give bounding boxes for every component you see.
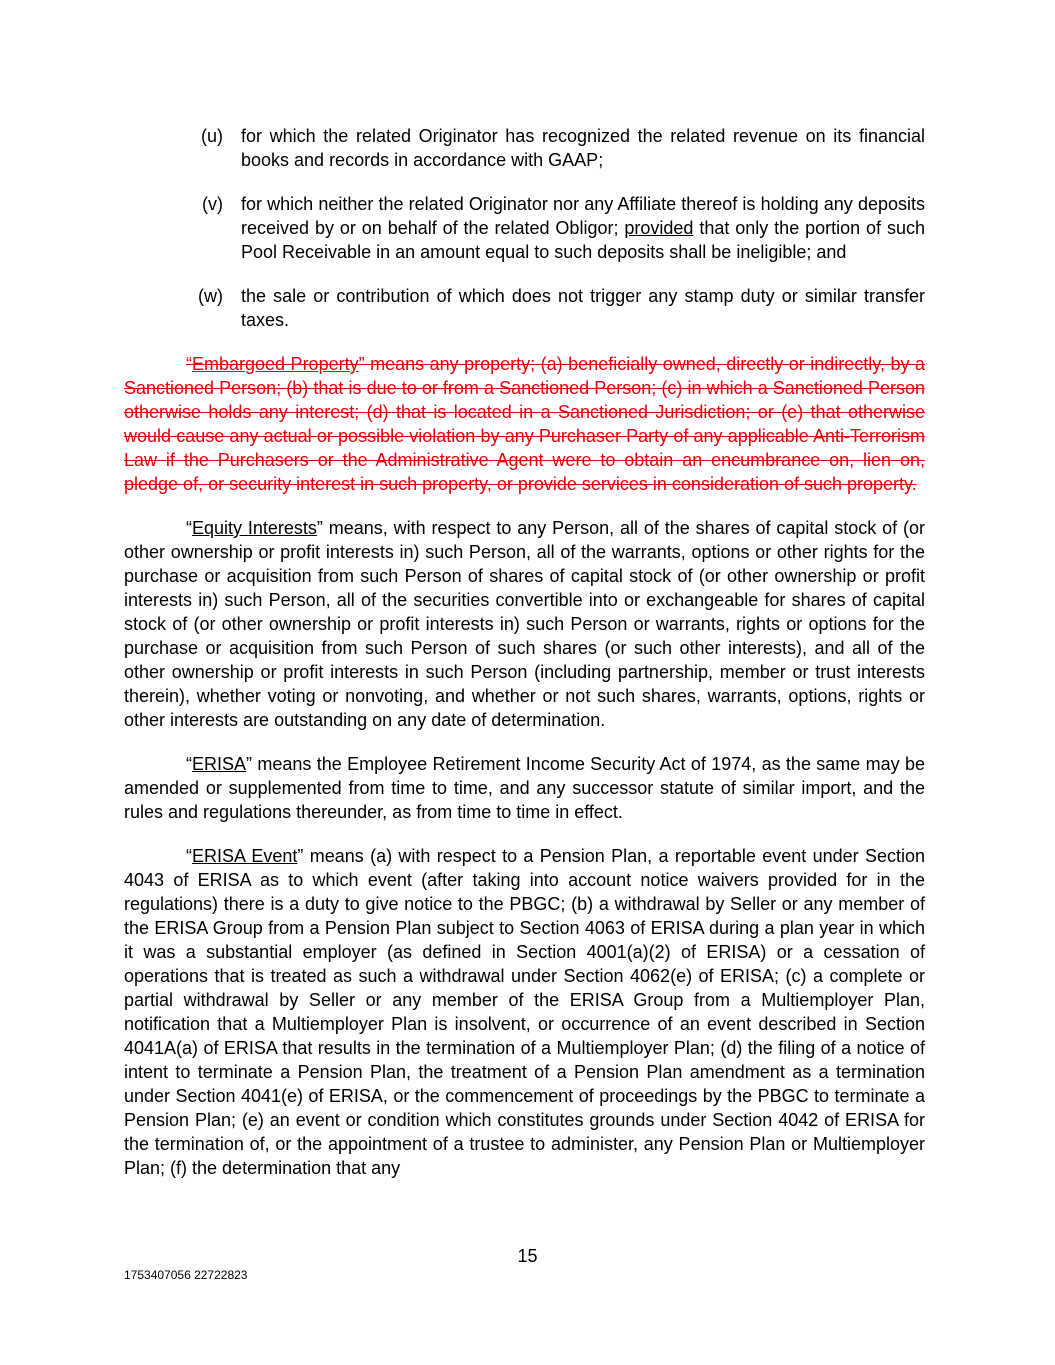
definition-embargoed-property: “Embargoed Property” means any property; (a) beneficially owned, directly or indirectly, by a Sanctioned Person; (b) that is due to or from a Sanctioned Person; (c) in which a Sanctioned Person otherwise holds any interest; (d) that is located in a Sanctioned Jurisdiction; or (e) that otherwise would cause any actual or possible violation by any Purchaser Party of any applicable Anti-Terrorism Law if the Purchasers or the Administrative Agent were to obtain an encumbrance on, lien on, pledge of, or security interest in such property, or provide services in consideration of such property. — [124, 354, 925, 494]
definition-equity-interests: “Equity Interests” means, with respect to any Person, all of the shares of capital stock of (or other ownership or profit interests in) such Person, all of the warrants, options or other rights for the purchase or acquisition from such Person of shares of capital stock of (or other ownership or profit interests in) such Person, all of the securities convertible into or exchangeable for shares of capital stock of (or other ownership or profit interests in) such Person or warrants, rights or options for the purchase or acquisition from such Person of such shares (or such other interests), and all of the other ownership or profit interests in such Person (including partnership, member or trust interests therein), whether voting or nonvoting, and whether or not such shares, warrants, options, rights or other interests are outstanding on any date of determination. — [124, 518, 926, 730]
document-id: 1753407056 22722823 — [124, 1268, 248, 1282]
item-text: for which neither the related Originator nor any Affiliate thereof is holding any deposits received by or on behalf of the related Obligor; provided that only the portion of such Pool Receivable in an amount equal to such deposits shall be ineligible; and — [241, 194, 925, 262]
page-number: 15 — [517, 1246, 538, 1266]
definition-erisa: “ERISA” means the Employee Retirement Income Security Act of 1974, as the same may be amended or supplemented from time to time, and any successor statute of similar import, and the rules and regulations thereunder, as from time to time in effect. — [124, 754, 925, 822]
item-text: the sale or contribution of which does not trigger any stamp duty or similar transfer taxes. — [241, 286, 925, 330]
list-item-u — [124, 124, 925, 172]
defined-term: Embargoed Property — [192, 354, 359, 374]
document-body — [124, 124, 925, 1200]
defined-term: ERISA Event — [192, 846, 298, 866]
item-label: (v) — [202, 194, 223, 214]
item-label: (u) — [201, 126, 223, 146]
definition-erisa-event: “ERISA Event” means (a) with respect to a Pension Plan, a reportable event under Section 4043 of ERISA as to which event (after taking into account notice waivers provided for in the regulations) there is a duty to give notice to the PBGC; (b) a withdrawal by Seller or any member of the ERISA Group from a Pension Plan subject to Section 4063 of ERISA during a plan year in which it was a substantial employer (as defined in Section 4001(a)(2) of ERISA) or a cessation of operations that is treated as such a withdrawal under Section 4062(e) of ERISA; (c) a complete or partial withdrawal by Seller or any member of the ERISA Group from a Multiemployer Plan, notification that a Multiemployer Plan is insolvent, or occurrence of an event described in Section 4041A(a) of ERISA that results in the termination of a Multiemployer Plan; (d) the filing of a notice of intent to terminate a Pension Plan, the treatment of a Pension Plan amendment as a termination under Section 4041(e) of ERISA, or the commencement of proceedings by the PBGC to terminate a Pension Plan; (e) an event or condition which constitutes grounds under Section 4042 of ERISA for the termination of, or the appointment of a trustee to administer, any Pension Plan or Multiemployer Plan; (f) the determination that any — [124, 846, 925, 1178]
item-text: for which the related Originator has recognized the related revenue on its financial books and records in accordance with GAAP; — [241, 126, 925, 170]
defined-term: Equity Interests — [192, 518, 317, 538]
item-label: (w) — [198, 286, 223, 306]
list-item-w — [124, 284, 925, 332]
defined-term-provided: provided — [624, 218, 694, 238]
defined-term: ERISA — [192, 754, 247, 774]
list-item-v — [124, 192, 925, 264]
